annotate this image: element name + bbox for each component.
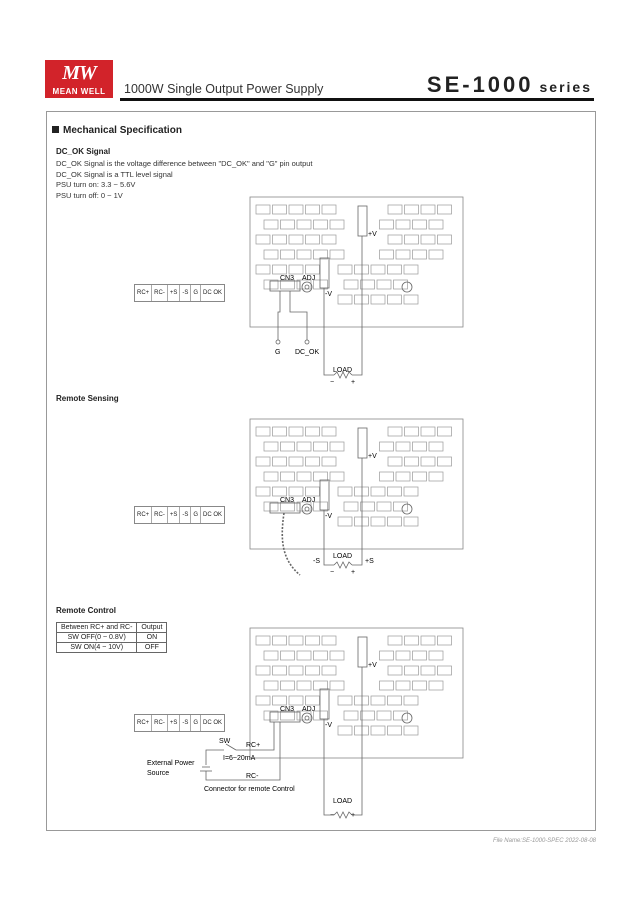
plus-s-label: +S	[365, 558, 374, 565]
plus-v-label: +V	[368, 662, 377, 669]
vent-slot	[256, 636, 270, 645]
remote-sensing-title: Remote Sensing	[56, 394, 119, 403]
product-line-title: 1000W Single Output Power Supply	[124, 82, 324, 96]
vent-slot	[429, 651, 443, 660]
load-minus: −	[330, 569, 335, 576]
adj-label: ADJ	[302, 497, 316, 504]
load-label: LOAD	[333, 798, 353, 805]
external-power-label: External Power	[147, 760, 195, 767]
vent-slot	[380, 651, 394, 660]
vent-slot	[344, 711, 358, 720]
table-header: Output	[137, 623, 167, 633]
dc-ok-line: DC_OK Signal is the voltage difference between "DC_OK" and "G" pin output	[56, 159, 313, 168]
connector-remote-label: Connector for remote Control	[204, 786, 295, 793]
load-plus: +	[351, 379, 356, 386]
load-label: LOAD	[333, 367, 353, 374]
pin-label: RC-	[152, 285, 168, 301]
sw-label: SW	[219, 738, 231, 745]
vent-slot	[306, 696, 320, 705]
vent-slot	[273, 666, 287, 675]
minus-s-label: -S	[313, 558, 320, 565]
dc-ok-label: DC_OK	[295, 349, 320, 356]
minus-v-label: -V	[325, 291, 332, 298]
vent-slot	[405, 666, 419, 675]
vent-slot	[380, 681, 394, 690]
psu-panel	[250, 628, 463, 758]
pin-label: RC+	[135, 507, 152, 523]
plus-v-label: +V	[368, 453, 377, 460]
logo-brand-text: MEAN WELL	[52, 87, 106, 96]
adj-label: ADJ	[302, 275, 316, 282]
load-plus: +	[351, 812, 356, 819]
pin-label: RC+	[135, 715, 152, 731]
vent-slot	[306, 636, 320, 645]
vent-slot	[264, 681, 278, 690]
vent-slot	[429, 681, 443, 690]
plus-v-wire	[352, 667, 362, 815]
vent-slot	[388, 726, 402, 735]
vent-slot	[330, 651, 344, 660]
vent-slot	[281, 651, 295, 660]
vent-slot	[330, 681, 344, 690]
load-plus: +	[351, 569, 356, 576]
vent-slot	[322, 666, 336, 675]
pin-label: +S	[168, 715, 181, 731]
current-label: I=6~20mA	[223, 755, 256, 762]
pin-label: DC OK	[203, 720, 223, 726]
vent-slot	[338, 726, 352, 735]
rc-minus-label: RC-	[246, 773, 259, 780]
adj-potentiometer	[302, 713, 312, 723]
vent-slot	[281, 681, 295, 690]
vent-slot	[388, 636, 402, 645]
load-label: LOAD	[333, 553, 353, 560]
pin-label: G	[191, 507, 201, 523]
plus-v-label: +V	[368, 231, 377, 238]
vent-slot	[289, 696, 303, 705]
vent-slot	[289, 666, 303, 675]
minus-v-label: -V	[325, 513, 332, 520]
vent-slot	[273, 696, 287, 705]
vent-slot	[322, 636, 336, 645]
pin-label: RC-	[152, 715, 168, 731]
pin-label: +S	[168, 285, 181, 301]
vent-slot	[256, 696, 270, 705]
vent-slot	[377, 711, 391, 720]
vent-slot	[289, 636, 303, 645]
external-power-label-line2: Source	[147, 770, 170, 777]
table-cell: OFF	[137, 643, 167, 653]
rc-plus-label: RC+	[246, 742, 261, 749]
g-label: G	[275, 349, 281, 356]
vent-slot	[338, 696, 352, 705]
vent-slot	[306, 666, 320, 675]
dc-ok-line: PSU turn off: 0 ~ 1V	[56, 190, 123, 200]
switch-lead	[206, 750, 224, 765]
table-cell: SW ON(4 ~ 10V)	[57, 643, 137, 653]
vent-slot	[396, 681, 410, 690]
vent-slot	[421, 636, 435, 645]
vent-slot	[273, 636, 287, 645]
adj-label: ADJ	[302, 706, 316, 713]
vent-slot	[404, 696, 418, 705]
vent-slot	[297, 651, 311, 660]
model-series: series	[539, 79, 592, 95]
pin-label: G	[191, 715, 201, 731]
vent-slot	[371, 696, 385, 705]
pin-label: -S	[180, 285, 191, 301]
vent-slot	[256, 666, 270, 675]
vent-slot	[404, 726, 418, 735]
table-cell: SW OFF(0 ~ 0.8V)	[57, 633, 137, 643]
load-minus: −	[330, 812, 335, 819]
vent-slot	[438, 666, 452, 675]
cn3-label: CN3	[280, 275, 295, 282]
pin-label: G	[191, 285, 201, 301]
vent-slot	[355, 726, 369, 735]
section-title-text: Mechanical Specification	[63, 125, 182, 136]
psu-outline	[250, 628, 463, 758]
mounting-hole	[402, 713, 412, 723]
cn3-label: CN3	[280, 706, 295, 713]
pin-label: -S	[180, 507, 191, 523]
vent-slot	[394, 711, 408, 720]
footer-file-name: File Name:SE-1000-SPEC 2022-08-08	[492, 838, 596, 844]
pin-label: DC OK	[203, 512, 223, 518]
vent-slot	[413, 651, 427, 660]
cn3-connector	[270, 712, 300, 722]
vent-slot	[421, 666, 435, 675]
table-header: Between RC+ and RC-	[57, 623, 137, 633]
dc-ok-title: DC_OK Signal	[56, 147, 111, 156]
table-cell: ON	[137, 633, 167, 643]
vent-slot	[361, 711, 375, 720]
pin-label: RC-	[152, 507, 168, 523]
vent-slot	[388, 666, 402, 675]
dc-ok-line: PSU turn on: 3.3 ~ 5.6V	[56, 180, 136, 189]
logo-mark: MW	[62, 62, 96, 84]
load-minus: −	[330, 379, 335, 386]
pin-label: RC+	[135, 285, 152, 301]
remote-control-title: Remote Control	[56, 606, 116, 615]
minus-v-label: -V	[325, 722, 332, 729]
vent-slot	[413, 681, 427, 690]
vent-slot	[355, 696, 369, 705]
plus-v-terminal	[358, 637, 367, 667]
adj-knob	[305, 716, 309, 720]
vent-slot	[405, 636, 419, 645]
vent-slot	[264, 651, 278, 660]
cn3-label: CN3	[280, 497, 295, 504]
vent-slot	[314, 651, 328, 660]
pin-label: DC OK	[203, 290, 223, 296]
rc-minus-wire	[206, 722, 280, 780]
vent-slot	[388, 696, 402, 705]
vent-slot	[297, 681, 311, 690]
dc-ok-line: DC_OK Signal is a TTL level signal	[56, 169, 173, 179]
vent-slot	[396, 651, 410, 660]
load-resistor	[334, 812, 352, 818]
vent-slot	[371, 726, 385, 735]
vent-slot	[438, 636, 452, 645]
model-name: SE-1000	[426, 72, 534, 97]
pin-label: +S	[168, 507, 181, 523]
pin-label: -S	[180, 715, 191, 731]
